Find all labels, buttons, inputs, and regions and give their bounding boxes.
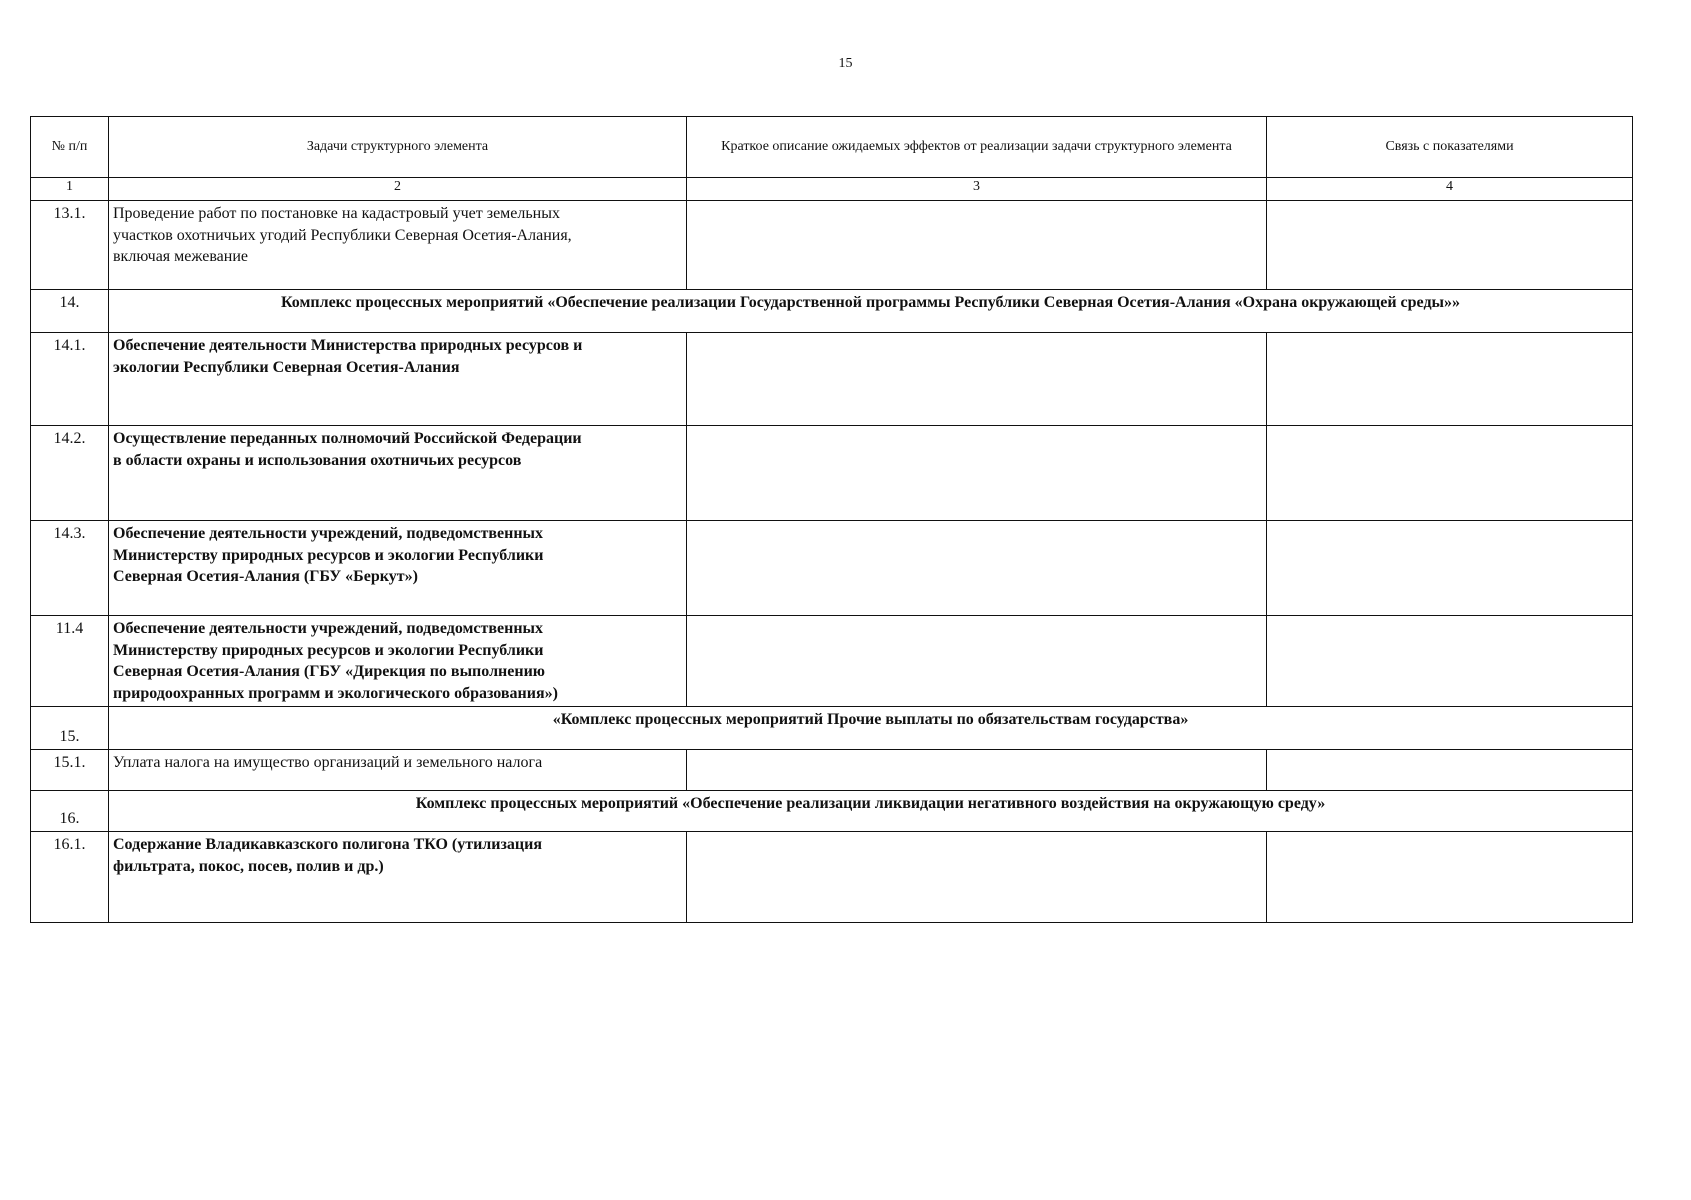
- header-tasks: Задачи структурного элемента: [109, 117, 687, 178]
- section-number: 14.: [31, 290, 109, 333]
- structural-tasks-table: [30, 116, 1633, 923]
- row-task: [109, 201, 687, 290]
- column-index-1: 1: [31, 178, 109, 201]
- row-indicator: [1267, 616, 1633, 707]
- row-effect: [687, 616, 1267, 707]
- row-task-text: Уплата налога на имущество организаций и земельного налога: [113, 754, 543, 772]
- section-title: Комплекс процессных мероприятий «Обеспечение реализации ликвидации негативного воздействия на окружающую среду»: [109, 791, 1633, 832]
- table-row: [31, 426, 1633, 521]
- section-title: Комплекс процессных мероприятий «Обеспечение реализации Государственной программы Республики Северная Осетия-Алания «Охрана окружающей среды»»: [109, 290, 1633, 333]
- row-number: 11.4: [31, 616, 109, 707]
- row-indicator: [1267, 832, 1633, 923]
- row-task: [109, 521, 687, 616]
- row-task-text: Обеспечение деятельности учреждений, подведомственных Министерству природных ресурсов и экологии Республики Северная Осетия-Алания (ГБУ «Дирекция по выполнению природоохранных программ и экологического образования»): [113, 620, 558, 702]
- row-effect: [687, 333, 1267, 426]
- header-effects: Краткое описание ожидаемых эффектов от реализации задачи структурного элемента: [687, 117, 1267, 178]
- row-indicator: [1267, 521, 1633, 616]
- header-indicators: Связь с показателями: [1267, 117, 1633, 178]
- column-index-row: [31, 178, 1633, 201]
- page-number: 15: [838, 56, 853, 71]
- row-indicator: [1267, 201, 1633, 290]
- row-indicator: [1267, 750, 1633, 791]
- row-number: 14.1.: [31, 333, 109, 426]
- row-indicator: [1267, 426, 1633, 521]
- row-effect: [687, 201, 1267, 290]
- row-task: [109, 426, 687, 521]
- section-row: [31, 707, 1633, 750]
- section-number: 15.: [31, 707, 109, 750]
- section-row: [31, 290, 1633, 333]
- section-number: 16.: [31, 791, 109, 832]
- row-task: [109, 616, 687, 707]
- column-index-2: 2: [109, 178, 687, 201]
- row-effect: [687, 426, 1267, 521]
- row-task: [109, 750, 687, 791]
- column-index-4: 4: [1267, 178, 1633, 201]
- section-title: «Комплекс процессных мероприятий Прочие выплаты по обязательствам государства»: [109, 707, 1633, 750]
- row-task-text: Осуществление переданных полномочий Российской Федерации в области охраны и использования охотничьих ресурсов: [113, 430, 582, 469]
- row-effect: [687, 521, 1267, 616]
- table-row: [31, 616, 1633, 707]
- row-effect: [687, 832, 1267, 923]
- row-number: 14.2.: [31, 426, 109, 521]
- row-number: 15.1.: [31, 750, 109, 791]
- row-task-text: Обеспечение деятельности Министерства природных ресурсов и экологии Республики Северная Осетия-Алания: [113, 337, 583, 376]
- table-row: [31, 201, 1633, 290]
- row-task: [109, 832, 687, 923]
- row-number: 16.1.: [31, 832, 109, 923]
- table-row: [31, 333, 1633, 426]
- column-index-3: 3: [687, 178, 1267, 201]
- table-row: [31, 832, 1633, 923]
- table-header-row: [31, 117, 1633, 178]
- row-indicator: [1267, 333, 1633, 426]
- row-number: 13.1.: [31, 201, 109, 290]
- row-effect: [687, 750, 1267, 791]
- row-task: [109, 333, 687, 426]
- row-number: 14.3.: [31, 521, 109, 616]
- table-row: [31, 750, 1633, 791]
- row-task-text: Обеспечение деятельности учреждений, подведомственных Министерству природных ресурсов и экологии Республики Северная Осетия-Алания (ГБУ «Беркут»): [113, 525, 544, 586]
- header-number: № п/п: [31, 117, 109, 178]
- row-task-text: Проведение работ по постановке на кадастровый учет земельных участков охотничьих угодий Республики Северная Осетия-Алания, включая межевание: [113, 205, 572, 266]
- section-row: [31, 791, 1633, 832]
- table-row: [31, 521, 1633, 616]
- row-task-text: Содержание Владикавказского полигона ТКО (утилизация фильтрата, покос, посев, полив и др.): [113, 836, 543, 875]
